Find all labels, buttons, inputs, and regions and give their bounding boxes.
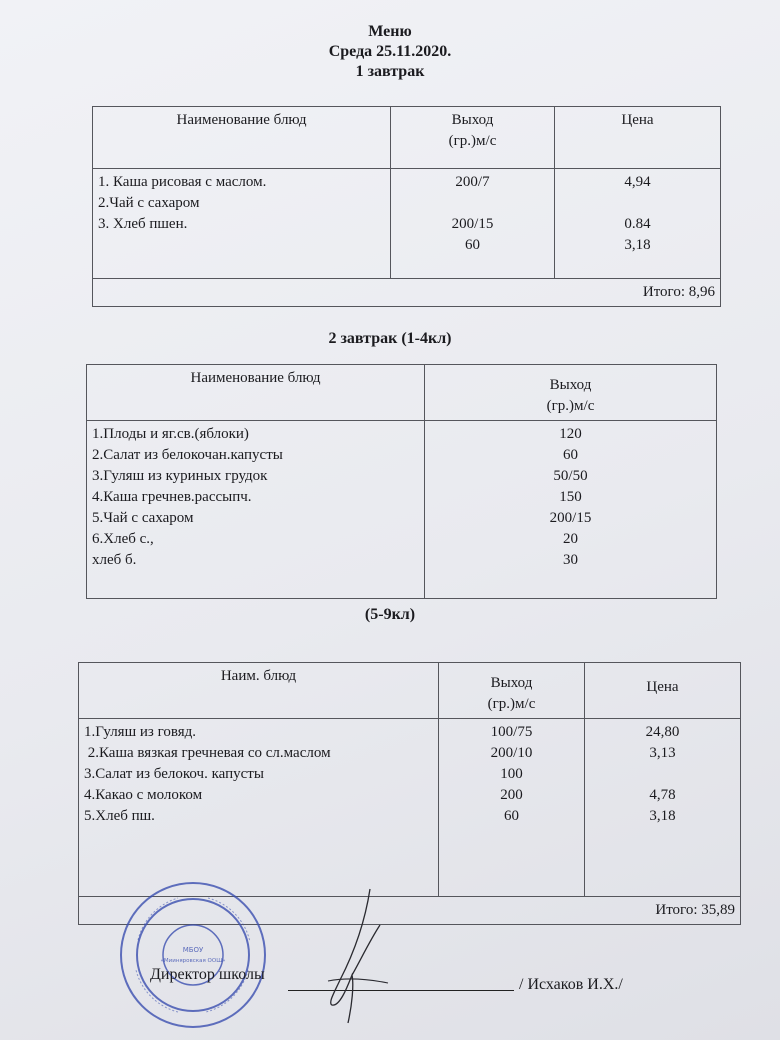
- col-dish-name: Наим. блюд: [79, 663, 439, 719]
- list-item: 3. Хлеб пшен.: [98, 216, 188, 232]
- price-value: 3,13: [649, 745, 676, 761]
- output-value: 20: [563, 531, 578, 547]
- breakfast2-dishes: [87, 421, 425, 599]
- breakfast1-prices: [555, 169, 721, 279]
- col-output: Выход (гр.)м/с: [439, 663, 585, 719]
- output-value: 150: [559, 489, 582, 505]
- output-value: 60: [563, 447, 578, 463]
- breakfast2-outputs: [425, 421, 717, 599]
- output-value: 30: [563, 552, 578, 568]
- list-item: 1.Плоды и яг.св.(яблоки): [92, 426, 249, 442]
- output-value: 100/75: [490, 724, 533, 740]
- list-item: 4.Какао с молоком: [84, 787, 203, 803]
- svg-text:МБОУ: МБОУ: [182, 946, 204, 954]
- svg-text:«Мииняровская ООШ»: «Мииняровская ООШ»: [160, 958, 226, 964]
- price-value: 4,94: [624, 174, 651, 190]
- list-item: 1. Каша рисовая с маслом.: [98, 174, 267, 190]
- col-output: Выход (гр.)м/с: [425, 365, 717, 421]
- output-value: 100: [500, 766, 523, 782]
- breakfast1-dishes: [93, 169, 391, 279]
- list-item: 1.Гуляш из говяд.: [84, 724, 197, 740]
- price-value: [560, 193, 715, 214]
- output-value: 50/50: [553, 468, 588, 484]
- breakfast2-table: [86, 364, 717, 599]
- grades59-dishes: [79, 719, 439, 897]
- breakfast1-table: [92, 106, 721, 307]
- list-item: 2.Каша вязкая гречневая со сл.маслом: [84, 745, 331, 761]
- menu-header: [0, 22, 780, 82]
- price-value: 0.84: [624, 216, 651, 232]
- list-item: хлеб б.: [92, 552, 137, 568]
- output-value: 200/7: [455, 174, 490, 190]
- school-stamp: [118, 880, 268, 1030]
- col-dish-name: Наименование блюд: [93, 107, 391, 169]
- output-value: 60: [465, 237, 480, 253]
- output-value: 200/10: [490, 745, 533, 761]
- output-value: 200/15: [549, 510, 592, 526]
- handwritten-signature: [318, 885, 398, 1025]
- list-item: 4.Каша гречнев.рассыпч.: [92, 489, 252, 505]
- grades59-prices: [585, 719, 741, 897]
- breakfast1-total: Итого: 8,96: [93, 279, 721, 307]
- price-value: [590, 764, 735, 785]
- price-value: 3,18: [624, 237, 651, 253]
- breakfast1-outputs: [391, 169, 555, 279]
- meal-title: 1 завтрак: [355, 63, 425, 80]
- list-item: 3.Гуляш из куриных грудок: [92, 468, 268, 484]
- list-item: 6.Хлеб с.,: [92, 531, 154, 547]
- grades59-outputs: [439, 719, 585, 897]
- list-item: 2.Чай с сахаром: [98, 195, 200, 211]
- col-price: Цена: [585, 663, 741, 719]
- director-label: Директор школы: [150, 966, 265, 983]
- price-value: 3,18: [649, 808, 676, 824]
- menu-title: Меню: [368, 23, 412, 40]
- menu-date: Среда 25.11.2020.: [328, 43, 452, 60]
- list-item: 5.Чай с сахаром: [92, 510, 194, 526]
- price-value: 24,80: [645, 724, 680, 740]
- output-value: 200/15: [451, 216, 494, 232]
- col-dish-name: Наименование блюд: [87, 365, 425, 421]
- list-item: 2.Салат из белокочан.капусты: [92, 447, 283, 463]
- grades59-total: Итого: 35,89: [79, 897, 741, 925]
- output-value: [396, 193, 549, 214]
- output-value: 60: [504, 808, 519, 824]
- col-output: Выход (гр.)м/с: [391, 107, 555, 169]
- output-value: 200: [500, 787, 523, 803]
- col-price: Цена: [555, 107, 721, 169]
- director-name: / Исхаков И.Х./: [519, 976, 623, 993]
- breakfast2-title: 2 завтрак (1-4кл): [328, 330, 452, 347]
- list-item: 3.Салат из белокоч. капусты: [84, 766, 264, 782]
- grades59-title: (5-9кл): [364, 606, 416, 623]
- output-value: 120: [559, 426, 582, 442]
- list-item: 5.Хлеб пш.: [84, 808, 155, 824]
- price-value: 4,78: [649, 787, 676, 803]
